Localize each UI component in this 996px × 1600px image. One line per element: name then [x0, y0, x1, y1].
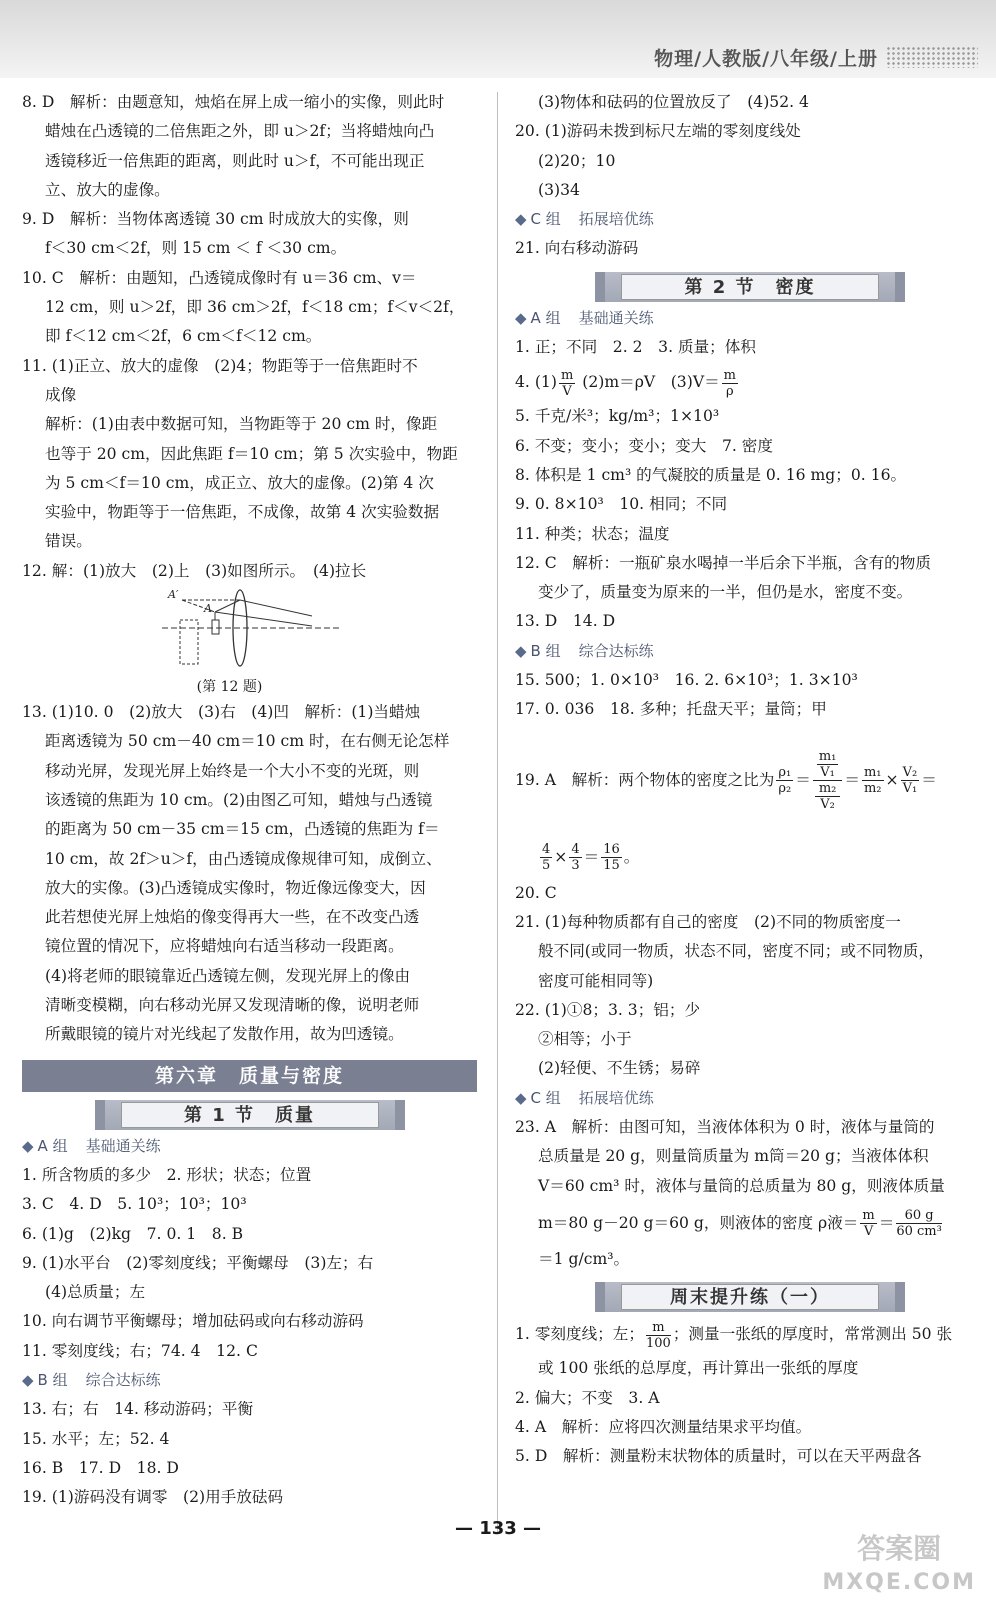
group-heading: ◆ B 组 综合达标练	[515, 641, 654, 660]
answer-line: 清晰变模糊，向右移动光屏又发现清晰的像，说明老师	[45, 996, 420, 1015]
answer-line: 13. D 14. D	[515, 612, 616, 631]
answer-line: 也等于 20 cm，因此焦距 f＝10 cm；第 5 次实验中，物距	[45, 444, 458, 463]
figure-caption: (第 12 题)	[196, 679, 263, 696]
answer-line: 15. 500；1. 0×10³ 16. 2. 6×10³；1. 3×10³	[515, 671, 858, 690]
answer-line: 1. 正；不同 2. 2 3. 质量；体积	[515, 338, 756, 357]
answer-line: 23. A 解析：由图可知，当液体体积为 0 时，液体与量筒的	[515, 1118, 935, 1137]
answer-line: 8. D 解析：由题意知，烛焰在屏上成一缩小的实像，则此时	[22, 93, 445, 111]
answer-line: 为 5 cm＜f＝10 cm，成正立、放大的虚像。(2)第 4 次	[45, 473, 434, 492]
answer-line: 实验中，物距等于一倍焦距，不成像，故第 4 次实验数据	[45, 503, 440, 522]
watermark: 答案圈 MXQE.COM	[822, 1532, 976, 1595]
answer-line: f＜30 cm＜2f，则 15 cm ＜ f ＜30 cm。	[45, 239, 347, 258]
answer-line: 11. 零刻度线；右；74. 4 12. C	[22, 1341, 258, 1360]
fraction: $\frac{m}{\rho}$	[723, 367, 736, 399]
answer-line: 移动光屏，发现光屏上始终是一个大小不变的光斑，则	[45, 761, 420, 780]
answer-line: 11. 种类；状态；温度	[515, 524, 670, 543]
answer-line: (4)总质量；左	[45, 1283, 146, 1302]
answer-line: 20. C	[515, 883, 557, 902]
answer-line: 的距离为 50 cm－35 cm＝15 cm，凸透镜的焦距为 f＝	[45, 820, 440, 839]
answer-line: 蜡烛在凸透镜的二倍焦距之外，即 u＞2f；当将蜡烛向凸	[45, 122, 435, 141]
diamond-icon: ◆	[515, 641, 527, 660]
answer-line: 般不同(或同一物质，状态不同，密度不同；或不同物质，	[538, 942, 934, 961]
answer-line: 透镜移近一倍焦距的距离，则此时 u＞f，不可能出现正	[45, 151, 425, 170]
section-title: 周末提升练（一）	[621, 1284, 879, 1310]
diamond-icon: ◆	[515, 1088, 527, 1107]
answer-line: (3)34	[538, 180, 580, 199]
answer-line: (3)物体和砝码的位置放反了 (4)52. 4	[538, 93, 809, 111]
answer-line: 变少了，质量变为原来的一半，但仍是水，密度不变。	[538, 583, 913, 602]
answer-line: 8. 体积是 1 cm³ 的气凝胶的质量是 0. 16 mg；0. 16。	[515, 465, 907, 484]
answer-line: 9. (1)水平台 (2)零刻度线；平衡螺母 (3)左；右	[22, 1253, 374, 1272]
page-number: — 133 —	[454, 1518, 542, 1539]
group-heading: ◆ C 组 拓展培优练	[515, 210, 654, 229]
lens-diagram	[22, 586, 477, 676]
column-divider	[497, 92, 498, 1532]
answer-line: 3. C 4. D 5. 10³；10³；10³	[22, 1195, 247, 1214]
group-heading: ◆ C 组 拓展培优练	[515, 1088, 654, 1107]
lens-diagram-svg	[22, 586, 477, 676]
answer-line: 12. C 解析：一瓶矿泉水喝掉一半后余下半瓶，含有的物质	[515, 553, 931, 572]
section-title-box	[95, 1100, 405, 1130]
answer-line: 21. 向右移动游码	[515, 239, 639, 258]
header-dot-pattern	[886, 46, 978, 68]
answer-line: 4. A 解析：应将四次测量结果求平均值。	[515, 1417, 812, 1436]
group-heading: ◆ A 组 基础通关练	[515, 308, 654, 327]
diamond-icon: ◆	[22, 1136, 34, 1155]
answer-line: 10. C 解析：由题知，凸透镜成像时有 u＝36 cm、v＝	[22, 268, 417, 287]
group-heading: ◆ B 组 综合达标练	[22, 1370, 161, 1389]
answer-line: 9. 0. 8×10³ 10. 相同；不同	[515, 495, 728, 514]
answer-line: 5. 千克/米³；kg/m³；1×10³	[515, 407, 720, 426]
answer-line: 1. 零刻度线；左； $\frac{m}{100}$ ；测量一张纸的厚度时，常常测出 50 张	[515, 1319, 953, 1351]
answer-line: 6. 不变；变小；变小；变大 7. 密度	[515, 436, 773, 455]
diamond-icon: ◆	[515, 308, 527, 327]
answer-line: (2)20；10	[538, 151, 616, 170]
answer-line: ＝1 g/cm³。	[538, 1249, 630, 1268]
left-column	[22, 88, 477, 1512]
answer-line: 总质量是 20 g，则量筒质量为 m筒＝20 g；当液体体积	[538, 1147, 929, 1166]
answer-line: 6. (1)g (2)kg 7. 0. 1 8. B	[22, 1224, 244, 1243]
label-a: A	[204, 602, 212, 616]
fraction: $\frac{m}{V}$	[560, 367, 574, 399]
answer-line: 密度可能相同等)	[538, 971, 654, 990]
answer-line: 放大的实像。(3)凸透镜成实像时，物近像远像变大，因	[45, 878, 426, 897]
answer-line: 11. (1)正立、放大的虚像 (2)4；物距等于一倍焦距时不	[22, 356, 418, 375]
answer-line: ②相等；小于	[538, 1030, 632, 1049]
answer-line: 错误。	[45, 532, 92, 551]
answer-line: 2. 偏大；不变 3. A	[515, 1388, 660, 1407]
answer-line: 22. (1)①8；3. 3；铝；少	[515, 1000, 701, 1019]
group-heading: ◆ A 组 基础通关练	[22, 1136, 161, 1155]
answer-line: 17. 0. 036 18. 多种；托盘天平；量筒；甲	[515, 700, 827, 719]
answer-line: 19. (1)游码没有调零 (2)用手放砝码	[22, 1488, 284, 1507]
section-title-box	[595, 272, 905, 302]
answer-line: 21. (1)每种物质都有自己的密度 (2)不同的物质密度一	[515, 912, 901, 931]
answer-line: 4. (1) $\frac{m}{V}$ (2)m＝ρV (3)V＝ $\frac{m}{\rho}$	[515, 367, 736, 399]
answer-line: 或 100 张纸的总厚度，再计算出一张纸的厚度	[538, 1359, 859, 1378]
answer-line: 20. (1)游码未拨到标尺左端的零刻度线处	[515, 122, 801, 141]
answer-line: (2)轻便、不生锈；易碎	[538, 1059, 701, 1078]
right-column	[515, 88, 985, 1471]
answer-line: 即 f＜12 cm＜2f，6 cm＜f＜12 cm。	[45, 327, 322, 346]
answer-line: 10 cm，故 2f＞u＞f，由凸透镜成像规律可知，成倒立、	[45, 849, 442, 868]
answer-line: 10. 向右调节平衡螺母；增加砝码或向右移动游码	[22, 1312, 364, 1331]
answer-line: 此若想使光屏上烛焰的像变得再大一些，在不改变凸透	[45, 908, 420, 927]
answer-line: 15. 水平；左；52. 4	[22, 1429, 170, 1448]
answer-line: 13. (1)10. 0 (2)放大 (3)右 (4)凹 解析：(1)当蜡烛	[22, 703, 421, 722]
chapter-title: 第六章 质量与密度	[22, 1060, 477, 1092]
answer-line: 13. 右；右 14. 移动游码；平衡	[22, 1400, 254, 1419]
answer-line: 该透镜的焦距为 10 cm。(2)由图乙可知，蜡烛与凸透镜	[45, 790, 433, 809]
answer-line: $\frac{4}{5}$ × $\frac{4}{3}$ ＝ $\frac{16}{15}$ 。	[542, 842, 640, 874]
answer-line: 5. D 解析：测量粉末状物体的质量时，可以在天平两盘各	[515, 1447, 922, 1466]
answer-line: 9. D 解析：当物体离透镜 30 cm 时成放大的实像，则	[22, 210, 409, 229]
answer-line: 1. 所含物质的多少 2. 形状；状态；位置	[22, 1165, 312, 1184]
answer-line: 16. B 17. D 18. D	[22, 1458, 179, 1477]
section-title-box	[595, 1282, 905, 1312]
answer-line: m＝80 g－20 g＝60 g，则液体的密度 ρ液＝ $\frac{m}{V}$ ＝ $\frac{60 g}{\text{60 cm³}}$	[538, 1208, 942, 1240]
answer-line: 19. A 解析：两个物体的密度之比为 $\frac{\text{ρ₁}}{\text{ρ₂}}$ ＝ m₁ V₁ m₂ V₂ ＝ $\frac{\text{m₁}}{\text{m₂}}$ × $\frac{\text{V₂}}{\text{V₁}}$ ＝	[515, 749, 937, 813]
answer-line: 成像	[45, 385, 77, 404]
diamond-icon: ◆	[515, 210, 527, 229]
page-header	[0, 0, 996, 78]
answer-line: 立、放大的虚像。	[45, 180, 170, 199]
answer-line: (4)将老师的眼镜靠近凸透镜左侧，发现光屏上的像由	[45, 966, 411, 985]
answer-line: 距离透镜为 50 cm－40 cm＝10 cm 时，在右侧无论怎样	[45, 732, 450, 751]
answer-line: 解析：(1)由表中数据可知，当物距等于 20 cm 时，像距	[45, 415, 438, 434]
section-title: 第 2 节 密度	[621, 274, 879, 300]
section-title: 第 1 节 质量	[121, 1102, 379, 1128]
answer-line: V＝60 cm³ 时，液体与量筒的总质量为 80 g，则液体质量	[538, 1176, 945, 1195]
diamond-icon: ◆	[22, 1370, 34, 1389]
answer-line: 12. 解：(1)放大 (2)上 (3)如图所示。 (4)拉长	[22, 561, 367, 580]
answer-line: 12 cm，则 u＞2f，即 36 cm＞2f，f＜18 cm；f＜v＜2f，	[45, 298, 465, 317]
label-a-prime: A′	[168, 588, 179, 602]
answer-line: 镜位置的情况下，应将蜡烛向右适当移动一段距离。	[45, 937, 404, 956]
answer-line: 所戴眼镜的镜片对光线起了发散作用，故为凹透镜。	[45, 1025, 404, 1044]
book-title: 物理/人教版/八年级/上册	[654, 48, 878, 70]
